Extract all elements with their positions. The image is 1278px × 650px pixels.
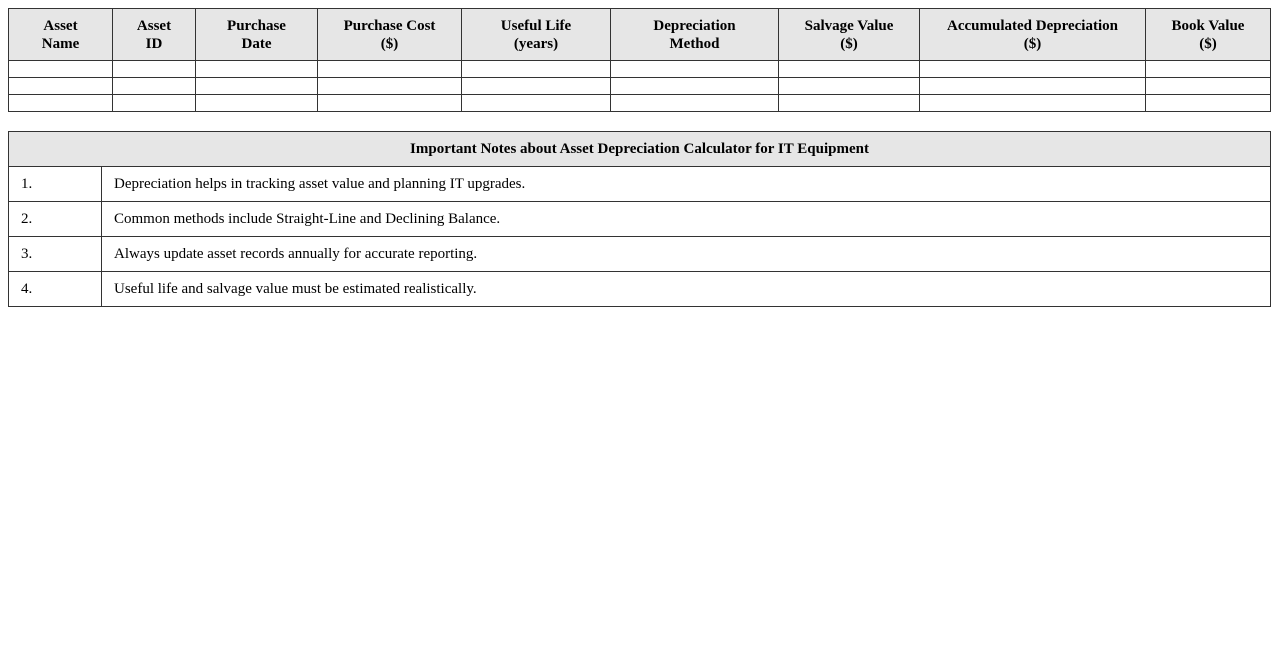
table-cell[interactable] (1146, 95, 1271, 112)
column-header-asset-id: Asset ID (113, 9, 196, 61)
notes-title: Important Notes about Asset Depreciation Calculator for IT Equipment (9, 132, 1271, 167)
note-text: Useful life and salvage value must be estimated realistically. (102, 272, 1271, 307)
column-header-accumulated-depreciation: Accumulated Depreciation ($) (920, 9, 1146, 61)
table-cell[interactable] (9, 61, 113, 78)
table-cell[interactable] (196, 78, 318, 95)
table-row (9, 61, 1271, 78)
column-header-useful-life: Useful Life (years) (462, 9, 611, 61)
table-cell[interactable] (779, 61, 920, 78)
table-cell[interactable] (196, 61, 318, 78)
table-cell[interactable] (462, 61, 611, 78)
table-row (9, 78, 1271, 95)
notes-header-row (9, 132, 1271, 167)
table-cell[interactable] (920, 95, 1146, 112)
column-header-purchase-date: Purchase Date (196, 9, 318, 61)
table-cell[interactable] (1146, 78, 1271, 95)
table-header-row (9, 9, 1271, 61)
table-cell[interactable] (113, 61, 196, 78)
table-cell[interactable] (920, 78, 1146, 95)
note-text: Always update asset records annually for accurate reporting. (102, 237, 1271, 272)
table-cell[interactable] (462, 78, 611, 95)
page-content (8, 8, 1270, 307)
column-header-asset-name: Asset Name (9, 9, 113, 61)
table-cell[interactable] (1146, 61, 1271, 78)
note-number: 2. (9, 202, 102, 237)
important-notes-table (8, 131, 1271, 307)
column-header-salvage-value: Salvage Value ($) (779, 9, 920, 61)
note-row (9, 237, 1271, 272)
table-cell[interactable] (9, 78, 113, 95)
note-row (9, 167, 1271, 202)
table-cell[interactable] (779, 78, 920, 95)
column-header-purchase-cost: Purchase Cost ($) (318, 9, 462, 61)
table-cell[interactable] (318, 78, 462, 95)
table-cell[interactable] (113, 78, 196, 95)
table-cell[interactable] (611, 95, 779, 112)
note-text: Depreciation helps in tracking asset value and planning IT upgrades. (102, 167, 1271, 202)
table-cell[interactable] (113, 95, 196, 112)
column-header-depreciation-method: Depreciation Method (611, 9, 779, 61)
note-row (9, 202, 1271, 237)
table-row (9, 95, 1271, 112)
table-cell[interactable] (611, 78, 779, 95)
table-cell[interactable] (318, 61, 462, 78)
note-number: 3. (9, 237, 102, 272)
table-cell[interactable] (9, 95, 113, 112)
note-row (9, 272, 1271, 307)
table-cell[interactable] (318, 95, 462, 112)
table-cell[interactable] (196, 95, 318, 112)
table-cell[interactable] (920, 61, 1146, 78)
note-number: 4. (9, 272, 102, 307)
note-number: 1. (9, 167, 102, 202)
column-header-book-value: Book Value ($) (1146, 9, 1271, 61)
note-text: Common methods include Straight-Line and Declining Balance. (102, 202, 1271, 237)
table-cell[interactable] (779, 95, 920, 112)
asset-depreciation-table (8, 8, 1271, 112)
table-cell[interactable] (611, 61, 779, 78)
table-cell[interactable] (462, 95, 611, 112)
